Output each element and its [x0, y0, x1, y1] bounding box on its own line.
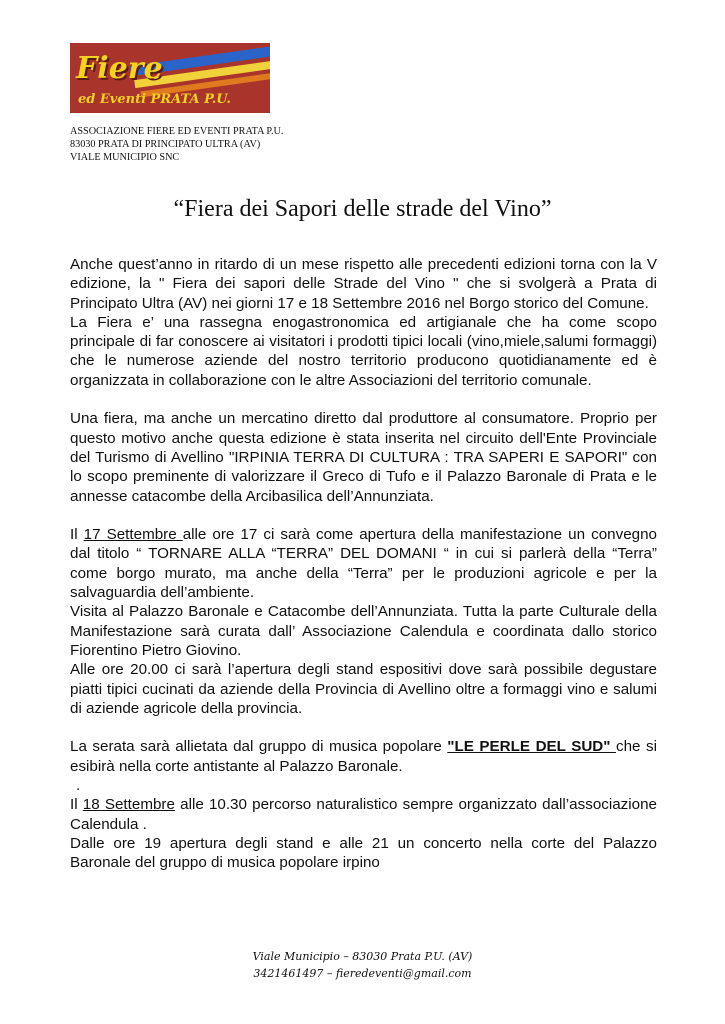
logo: [70, 43, 270, 113]
association-city: 83030 PRATA DI PRINCIPATO ULTRA (AV): [70, 139, 261, 150]
sept18-text: alle 10.30 percorso naturalistico sempre organizzato dall’associazione Calendula .: [70, 796, 657, 833]
sept17-date: 17 Settembre: [83, 526, 183, 544]
paragraph-visit: Visita al Palazzo Baronale e Catacombe dell’Annunziata. Tutta la parte Culturale della Manifestazione sarà curata dall’ Associazione Calendula e coordinata dallo storico Fiorentino Pietro Giovino.: [70, 603, 657, 659]
band-name: "LE PERLE DEL SUD": [447, 738, 616, 756]
evening-text: che si esibirà nella corte antistante al Palazzo Baronale.: [70, 738, 657, 775]
page-title: “Fiera dei Sapori delle strade del Vino”: [173, 196, 552, 222]
footer-contacts: 3421461497 – fieredeventi@gmail.com: [253, 967, 472, 980]
association-street: VIALE MUNICIPIO SNC: [70, 152, 180, 163]
sept17-text: alle ore 17 ci sarà come apertura della manifestazione un convegno dal titolo “ TORNARE ALLA “TERRA” DEL DOMANI “ in cui si parlerà della “Terra” come borgo murato, ma anche della “Terra” per le produzioni agricole e per la salvaguardia dell’ambiente.: [70, 526, 657, 602]
sept18-date: 18 Settembre: [82, 796, 175, 814]
paragraph-intro: Anche quest’anno in ritardo di un mese rispetto alle precedenti edizioni torna con la V edizione, la " Fiera dei sapori delle Strade del Vino " che si svolgerà a Prata di Principato Ultra (AV) nei giorni 17 e 18 Settembre 2016 nel Borgo storico del Comune.: [70, 256, 657, 312]
document-body: [70, 255, 657, 873]
sept18-prefix: Il: [70, 796, 83, 814]
paragraph-stands: Alle ore 20.00 ci sarà l’apertura degli stand espositivi dove sarà possibile degustare piatti tipici cucinati da aziende della Provincia di Avellino oltre a formaggi vino e salumi di aziende agricole della provincia.: [70, 661, 657, 717]
paragraph-market: Una fiera, ma anche un mercatino diretto dal produttore al consumatore. Proprio per questo motivo anche questa edizione è stata inserita nel circuito dell'Ente Provinciale del Turismo di Avellino "IRPINIA TERRA DI CULTURA : TRA SAPERI E SAPORI" con lo scopo preminente di valorizzare il Greco di Tufo e il Palazzo Baronale di Prata e le annesse catacombe della Arcibasilica dell’Annunziata.: [70, 410, 657, 505]
paragraph-evening: [70, 737, 657, 776]
footer-address: Viale Municipio – 83030 Prata P.U. (AV): [252, 950, 473, 963]
sept17-prefix: Il: [70, 526, 84, 544]
logo-subtitle: ed Eventi PRATA P.U.: [78, 92, 231, 107]
logo-word: Fiere: [76, 51, 163, 86]
paragraph-fair-description: La Fiera e’ una rassegna enogastronomica ed artigianale che ha come scopo principale di far conoscere ai visitatori i prodotti tipici locali (vino,miele,salumi formaggi) che le numerose aziende del nostro territorio producono quotidianamente ed è organizzata in collaborazione con le altre Associazioni del territorio comunale.: [70, 313, 657, 389]
association-name: ASSOCIAZIONE FIERE ED EVENTI PRATA P.U.: [70, 126, 284, 137]
association-header: [70, 125, 283, 164]
paragraph-sept-18: [70, 795, 657, 834]
paragraph-concert: Dalle ore 19 apertura degli stand e alle 21 un concerto nella corte del Palazzo Baronale del gruppo di musica popolare irpino: [70, 834, 657, 872]
paragraph-sept-17: [70, 525, 657, 602]
evening-prefix: La serata sarà allietata dal gruppo di musica popolare: [70, 738, 448, 756]
footer: [0, 948, 725, 982]
stray-dot: .: [76, 777, 81, 795]
